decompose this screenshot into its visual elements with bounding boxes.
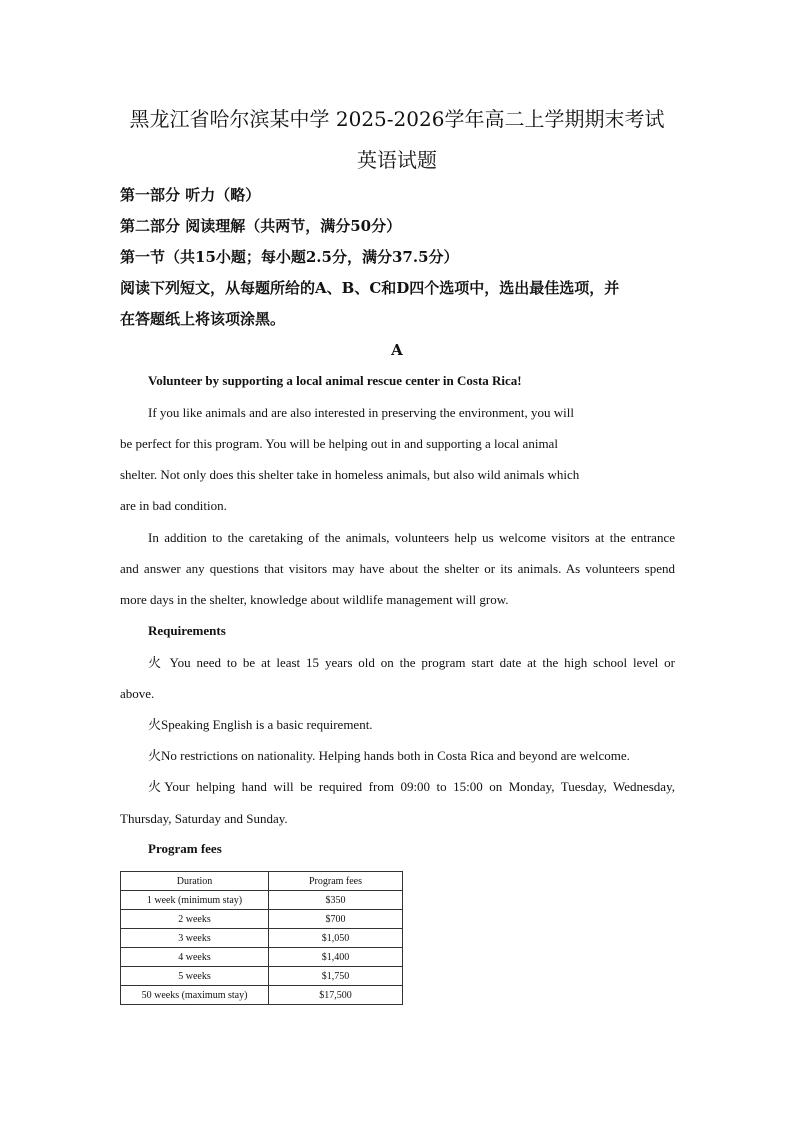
duration-cell: 2 weeks: [121, 910, 269, 929]
duration-cell: 3 weeks: [121, 929, 269, 948]
passage-heading: Volunteer by supporting a local animal rescue center in Costa Rica!: [148, 373, 522, 388]
instruction-line1: 阅读下列短文，从每题所给的A、B、C和D四个选项中，选出最佳选项，并: [120, 279, 620, 297]
instruction-line2: 在答题纸上将该项涂黑。: [120, 310, 286, 328]
table-row: [121, 986, 403, 1005]
duration-cell: 50 weeks (maximum stay): [121, 986, 269, 1005]
table-header-row: [121, 872, 403, 891]
section1-heading: 第一节（共15小题；每小题2.5分，满分37.5分）: [120, 248, 459, 266]
requirement-item: 火Speaking English is a basic requirement.: [148, 717, 373, 732]
para1-line: shelter. Not only does this shelter take in homeless animals, but also wild animals which: [120, 467, 580, 482]
table-row: [121, 929, 403, 948]
duration-cell: 4 weeks: [121, 948, 269, 967]
table-row: [121, 891, 403, 910]
para1-line: If you like animals and are also interested in preserving the environment, you will: [148, 405, 574, 420]
requirement-item: above.: [120, 686, 155, 701]
fee-cell: $1,400: [269, 948, 403, 967]
passage-label: A: [391, 341, 403, 359]
column-header-duration: Duration: [121, 872, 269, 891]
fee-cell: $350: [269, 891, 403, 910]
table-row: [121, 967, 403, 986]
requirements-heading: Requirements: [148, 623, 226, 638]
fee-cell: $17,500: [269, 986, 403, 1005]
para2-line: more days in the shelter, knowledge about wildlife management will grow.: [120, 592, 509, 607]
requirement-item: 火Your helping hand will be required from 09:00 to 15:00 on Monday, Tuesday, Wednesday,: [148, 779, 675, 794]
exam-title: 黑龙江省哈尔滨某中学 2025-2026学年高二上学期期末考试: [129, 107, 665, 131]
program-fees-table: [120, 871, 403, 1005]
requirement-item: 火 You need to be at least 15 years old on the program start date at the high school level or: [148, 655, 675, 670]
fee-cell: $1,750: [269, 967, 403, 986]
table-row: [121, 948, 403, 967]
para1-line: are in bad condition.: [120, 498, 227, 513]
part2-heading: 第二部分 阅读理解（共两节，满分50分）: [120, 217, 402, 235]
exam-subtitle: 英语试题: [357, 148, 437, 172]
duration-cell: 5 weeks: [121, 967, 269, 986]
para2-line: In addition to the caretaking of the animals, volunteers help us welcome visitors at the entrance: [148, 530, 675, 545]
para2-line: and answer any questions that visitors may have about the shelter or its animals. As volunteers spend: [120, 561, 675, 576]
column-header-fees: Program fees: [269, 872, 403, 891]
duration-cell: 1 week (minimum stay): [121, 891, 269, 910]
requirement-item: 火No restrictions on nationality. Helping hands both in Costa Rica and beyond are welcome.: [148, 748, 630, 763]
table-row: [121, 910, 403, 929]
fee-cell: $700: [269, 910, 403, 929]
para1-line: be perfect for this program. You will be helping out in and supporting a local animal: [120, 436, 558, 451]
requirement-item: Thursday, Saturday and Sunday.: [120, 811, 288, 826]
fees-heading: Program fees: [148, 841, 222, 856]
part1-heading: 第一部分 听力（略）: [120, 186, 261, 204]
fee-cell: $1,050: [269, 929, 403, 948]
